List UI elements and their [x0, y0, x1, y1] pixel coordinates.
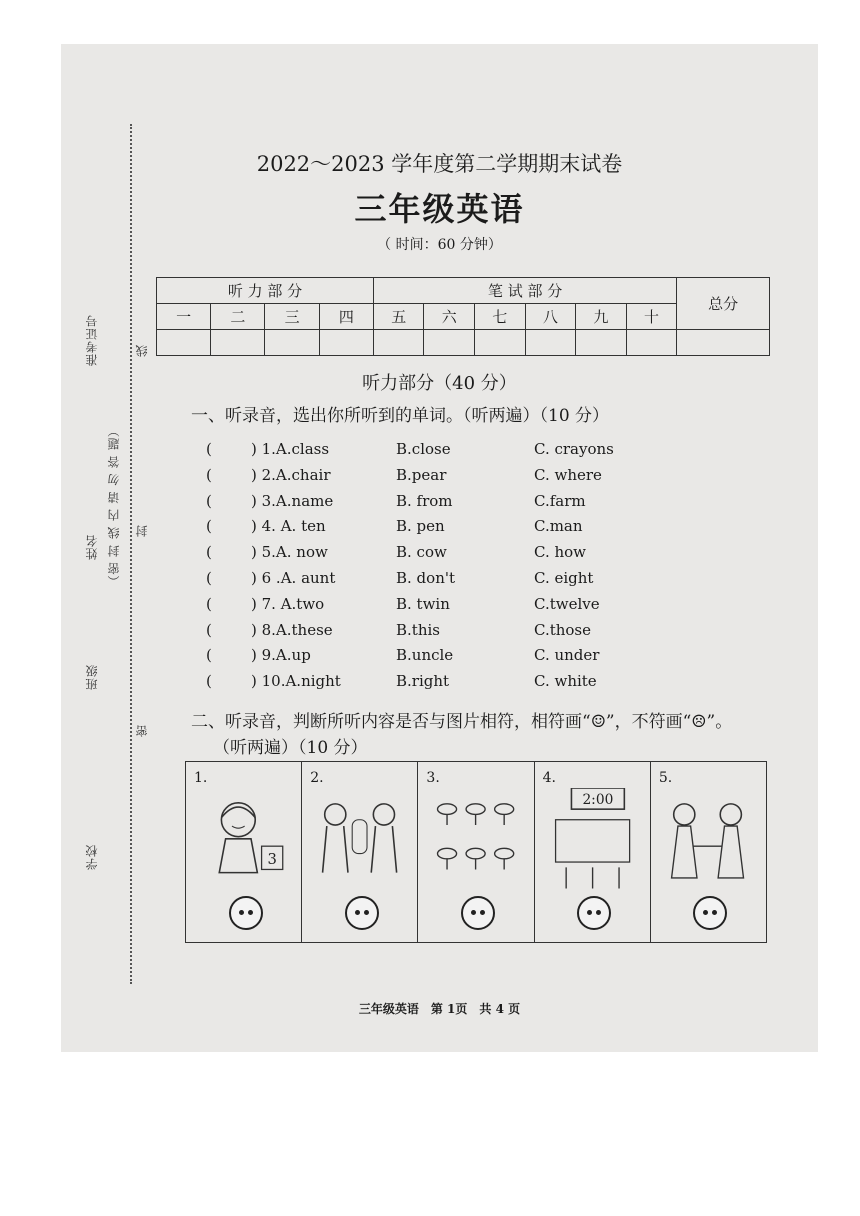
part-number: 八 [525, 304, 576, 330]
option-c: C. crayons [534, 440, 614, 458]
school-label: 学校 [85, 844, 99, 870]
picture-cell-2 [302, 762, 418, 942]
page-footer: 三年级英语 第 1页 共 4 页 [358, 1002, 521, 1016]
option-b: B.uncle [396, 646, 454, 665]
option-a: ) 10.A.night [251, 672, 341, 691]
score-cell[interactable] [677, 330, 770, 356]
subject-title: 三年级英语 [354, 190, 525, 228]
option-c: C. white [534, 672, 597, 691]
score-cell[interactable] [475, 330, 526, 356]
answer-bracket[interactable]: ( [206, 491, 212, 510]
option-b: B.this [396, 620, 440, 639]
part-number: 二 [211, 304, 265, 330]
answer-bracket[interactable]: ( [206, 440, 212, 458]
two-children-holding-hands-illustration [661, 788, 756, 894]
seal-char: 线 [135, 344, 149, 357]
option-a: ) 3.A.name [251, 491, 334, 510]
seal-char: 密 [135, 724, 149, 737]
option-a: ) 2.A.chair [251, 465, 331, 484]
part-number: 四 [319, 304, 373, 330]
written-header: 笔 试 部 分 [373, 278, 676, 304]
girl-with-number-illustration [196, 788, 291, 894]
option-c: C. under [534, 646, 600, 665]
number-card-text: 3 [267, 851, 277, 869]
picture-number: 1. [194, 770, 208, 786]
smiley-answer-icon[interactable] [345, 896, 379, 930]
answer-bracket[interactable]: ( [206, 543, 212, 562]
picture-number: 2. [310, 770, 324, 786]
part-number: 六 [424, 304, 475, 330]
score-cell[interactable] [424, 330, 475, 356]
option-b: B. from [396, 491, 453, 510]
seal-char: 封 [135, 524, 149, 537]
score-cell[interactable] [157, 330, 211, 356]
answer-bracket[interactable]: ( [206, 620, 212, 639]
score-cell[interactable] [319, 330, 373, 356]
score-cell[interactable] [265, 330, 319, 356]
picture-cell-3 [418, 762, 534, 942]
option-c: C.man [534, 517, 583, 536]
answer-bracket[interactable]: ( [206, 646, 212, 665]
part-number: 一 [157, 304, 211, 330]
total-header: 总分 [677, 278, 770, 330]
time-limit: （ 时间：60 分钟） [377, 237, 502, 253]
picture-cell-5 [651, 762, 766, 942]
option-b: B. pen [396, 517, 445, 536]
picture-number: 5. [658, 770, 673, 786]
answer-bracket[interactable]: ( [206, 569, 212, 587]
listening-section-title: 听力部分（40 分） [362, 373, 517, 394]
two-girls-with-doll-illustration [312, 788, 407, 894]
score-cell[interactable] [373, 330, 424, 356]
part-number: 九 [576, 304, 627, 330]
answer-bracket[interactable]: ( [206, 672, 212, 691]
option-c: C.twelve [534, 594, 600, 613]
option-a: ) 1.A.class [251, 440, 330, 458]
part-number: 三 [265, 304, 319, 330]
option-b: B.right [396, 672, 450, 691]
smiley-answer-icon[interactable] [577, 896, 611, 930]
picture-number: 3. [426, 770, 440, 786]
option-c: C.farm [534, 491, 586, 510]
answer-bracket[interactable]: ( [206, 517, 212, 536]
answer-bracket[interactable]: ( [206, 465, 212, 484]
name-label: 姓名 [85, 534, 99, 560]
picture-cell-4 [535, 762, 651, 942]
option-c: C. where [534, 465, 602, 484]
geese-illustration [428, 788, 523, 894]
score-cell[interactable] [211, 330, 265, 356]
seal-note: （密 封 线 内 请 勿 答 题） [107, 424, 121, 588]
option-a: ) 9.A.up [251, 646, 311, 665]
exam-page [61, 44, 818, 1052]
question-1-title: 一、听录音，选出你所听到的单词。（听两遍）（10 分） [191, 406, 610, 426]
smiley-answer-icon[interactable] [229, 896, 263, 930]
option-a: ) 5.A. now [251, 543, 328, 562]
score-cell[interactable] [626, 330, 677, 356]
option-b: B.pear [396, 465, 447, 484]
option-b: B. cow [396, 543, 447, 562]
admission-no-label: 准考证号 [85, 314, 99, 366]
option-b: B.close [396, 440, 451, 458]
score-table [156, 277, 770, 356]
option-c: C. eight [534, 569, 594, 587]
picture-strip [185, 761, 767, 943]
classroom-clock-illustration [545, 788, 640, 894]
score-cell[interactable] [525, 330, 576, 356]
picture-number: 4. [542, 770, 556, 786]
smiley-answer-icon[interactable] [693, 896, 727, 930]
question-2-subtitle: （听两遍）（10 分） [213, 738, 368, 758]
class-label: 班级 [85, 664, 99, 690]
option-c: C. how [534, 543, 587, 562]
smiley-answer-icon[interactable] [461, 896, 495, 930]
option-b: B. twin [396, 594, 450, 613]
exam-year-title: 2022～2023 学年度第二学期期末试卷 [256, 152, 623, 176]
score-cell[interactable] [576, 330, 627, 356]
clock-time-text: 2:00 [582, 791, 613, 808]
question-2-title: 二、听录音，判断所听内容是否与图片相符，相符画“☺”，不符画“☹”。 [191, 712, 733, 732]
option-c: C.those [534, 620, 592, 639]
part-number: 七 [475, 304, 526, 330]
listening-header: 听 力 部 分 [157, 278, 374, 304]
part-number: 十 [626, 304, 677, 330]
picture-cell-1 [186, 762, 302, 942]
option-a: ) 4. A. ten [251, 517, 326, 536]
option-a: ) 6 .A. aunt [251, 569, 336, 587]
answer-bracket[interactable]: ( [206, 594, 212, 613]
option-a: ) 8.A.these [251, 620, 333, 639]
option-b: B. don't [396, 569, 456, 587]
part-number: 五 [373, 304, 424, 330]
option-a: ) 7. A.two [251, 594, 325, 613]
